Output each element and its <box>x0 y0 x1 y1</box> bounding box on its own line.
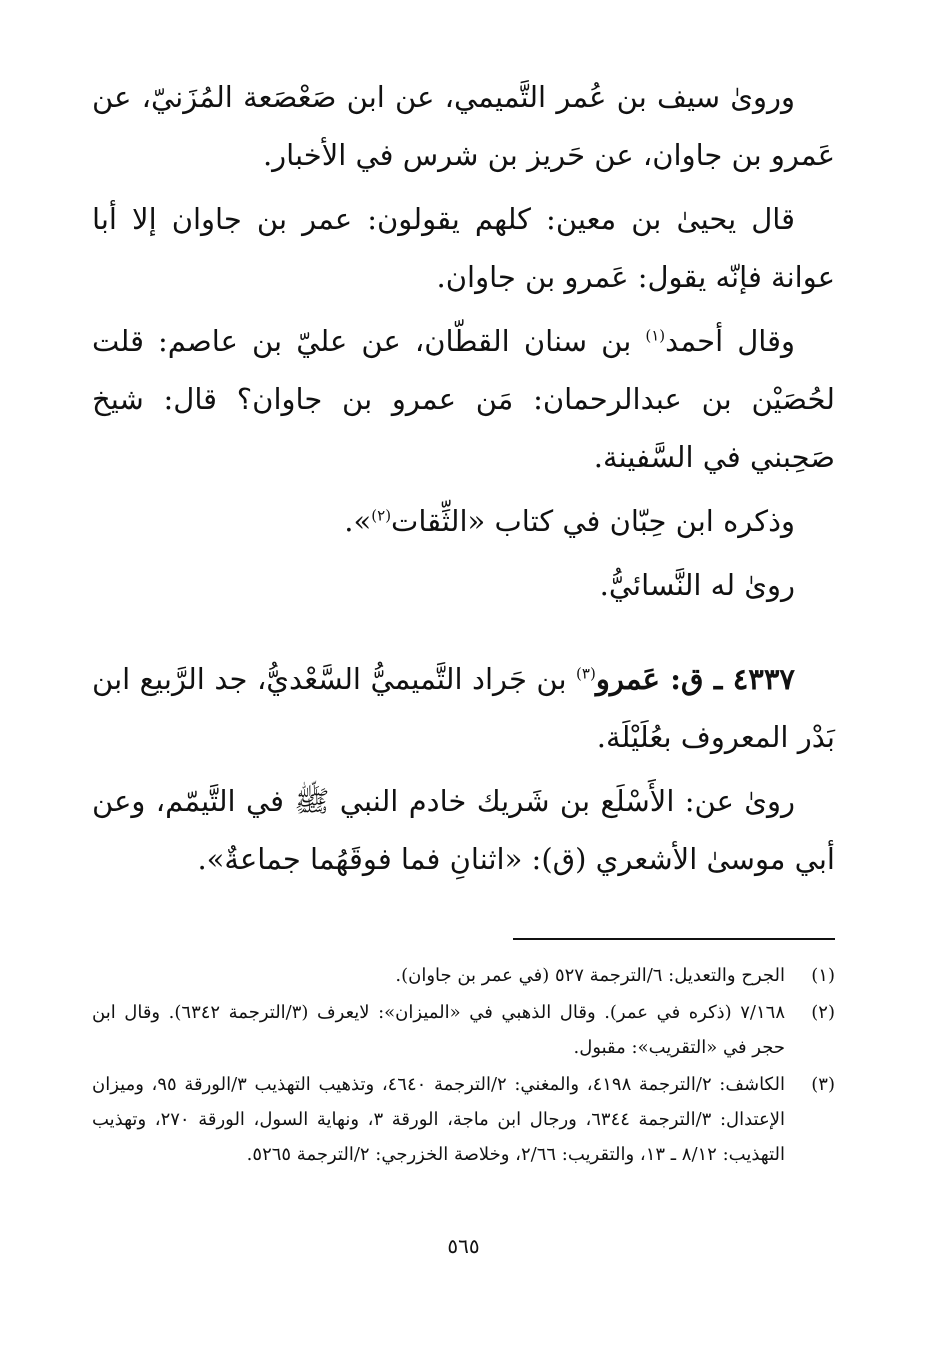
ahmad-post: بن سنان القطّان، عن عليّ بن عاصم: قلت لحُصَيْن بن عبدالرحمان: مَن عمرو بن جاوان؟ قال: شيخ صَحِبني في السَّفينة. <box>92 324 835 474</box>
footnote-text: ٧/١٦٨ (ذكره في عمر). وقال الذهبي في «الميزان»: لايعرف (٣/الترجمة ٦٣٤٢). وقال ابن حجر في «التقريب»: مقبول. <box>92 1002 785 1058</box>
footnote-mark: (٣) <box>811 1074 835 1095</box>
paragraph-sayf: ورویٰ سيف بن عُمر التَّميمي، عن ابن صَعْصَعة المُزَنيّ، عن عَمرو بن جاوان، عن حَريز بن شرس في الأخبار. <box>92 80 835 172</box>
footnote-ref-1: (١) <box>645 326 666 345</box>
ibnhibban-pre: وذكره ابن حِبّان في كتاب «الثِّقات <box>391 504 795 538</box>
footnote-mark: (١) <box>811 965 835 986</box>
footnote-separator <box>513 938 835 940</box>
page-number: ٥٦٥ <box>447 1234 480 1258</box>
footnote-text: الجرح والتعديل: ٦/الترجمة ٥٢٧ (في عمر بن جاوان). <box>395 965 785 986</box>
footnote-mark: (٢) <box>811 1002 835 1023</box>
paragraph-riwaya: رویٰ عن: الأَسْلَع بن شَريك خادم النبي ﷺ في التَّيمّم، وعن أبي موسىٰ الأشعري (ق): «اثنانِ فما فوقَهُما جماعةٌ». <box>92 784 835 876</box>
ibnhibban-post: ». <box>344 504 372 538</box>
footnote-3 <box>92 1067 835 1172</box>
paragraph-ibn-maeen: قال يحيىٰ بن معين: كلهم يقولون: عمر بن جاوان إلا أبا عوانة فإنّه يقول: عَمرو بن جاوان. <box>92 202 835 294</box>
main-text <box>92 68 835 894</box>
section-spacer <box>92 620 835 650</box>
paragraph-ibn-hibban <box>92 492 835 550</box>
footnote-ref-2: (٢) <box>371 506 392 525</box>
paragraph-nasai: رویٰ له النَّسائيُّ. <box>599 568 795 602</box>
entry-text: بن جَراد التَّميميُّ السَّعْديُّ، جد الرَّبيع ابن بَدْر المعروف بعُلَيْلَة. <box>92 662 835 754</box>
footnote-text: الكاشف: ٢/الترجمة ٤١٩٨، والمغني: ٢/الترجمة ٤٦٤٠، وتذهيب التهذيب ٣/الورقة ٩٥، وميزان الإعتدال: ٣/الترجمة ٦٣٤٤، ورجال ابن ماجة، الورقة ٣، ونهاية السول، الورقة ٢٧٠، وتهذيب التهذيب: ٨/١٢ ـ ١٣، والتقريب: ٢/٦٦، وخلاصة الخزرجي: ٢/الترجمة ٥٢٦٥. <box>92 1074 785 1165</box>
footnote-2 <box>92 995 835 1065</box>
entry-heading <box>92 650 835 766</box>
footnotes <box>92 958 835 1174</box>
ahmad-pre: وقال أحمد <box>665 324 796 358</box>
paragraph-ahmad <box>92 312 835 486</box>
footnote-1 <box>92 958 835 993</box>
entry-number: ٤٣٣٧ ـ ق: عَمرو <box>595 662 795 696</box>
footnote-ref-3: (٣) <box>576 664 596 683</box>
